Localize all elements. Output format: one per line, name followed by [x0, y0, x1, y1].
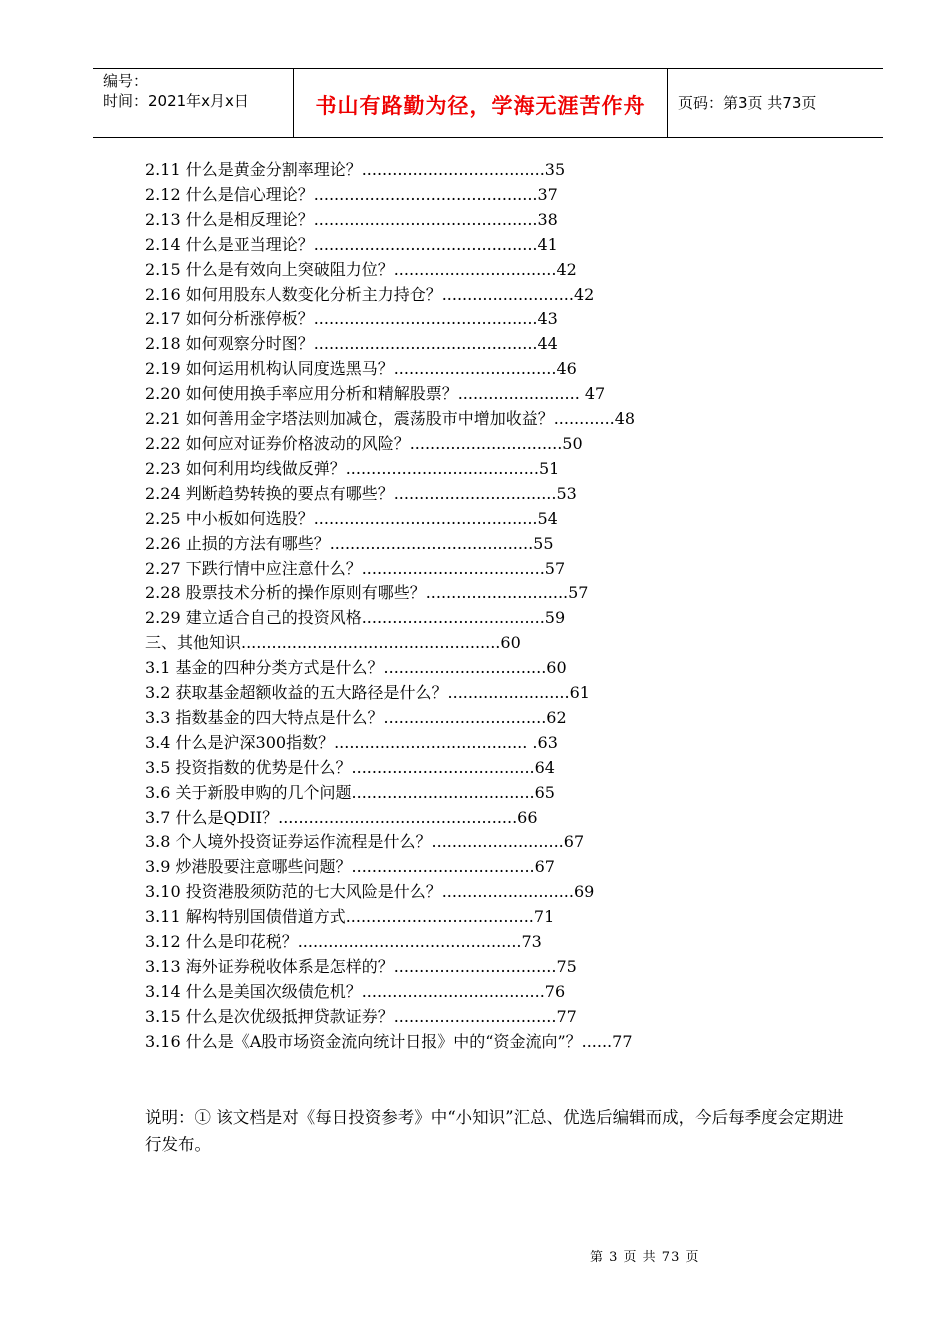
page-footer: 第 3 页 共 73 页 [590, 1250, 700, 1265]
toc-entry[interactable]: 2.17 如何分析涨停板？............................................43 [145, 309, 558, 329]
page-header [93, 68, 883, 138]
toc-entry[interactable]: 3.7 什么是QDII？...............................................66 [145, 807, 538, 827]
document-time-label: 时间：2021年x月x日 [103, 92, 249, 110]
toc-entry[interactable]: 2.15 什么是有效向上突破阻力位？................................42 [145, 259, 577, 279]
header-meta [93, 69, 294, 137]
toc-entry[interactable]: 2.27 下跌行情中应注意什么？....................................57 [145, 558, 566, 578]
document-number-label: 编号： [103, 72, 149, 90]
toc-entry[interactable]: 3.5 投资指数的优势是什么？....................................64 [145, 757, 555, 777]
toc-entry[interactable]: 2.11 什么是黄金分割率理论？....................................35 [145, 160, 566, 179]
document-note: 说明：① 该文档是对《每日投资参考》中“小知识”汇总、优选后编辑而成，今后每季度会定期进行发布。 [145, 1108, 844, 1154]
toc-entry[interactable]: 2.20 如何使用换手率应用分析和精解股票？........................ 47 [145, 384, 606, 404]
toc-entry[interactable]: 3.3 指数基金的四大特点是什么？................................62 [145, 707, 567, 727]
toc-entry[interactable]: 3.14 什么是美国次级债危机？....................................76 [145, 981, 566, 1001]
toc-entry[interactable]: 3.6 关于新股申购的几个问题....................................65 [145, 782, 555, 802]
toc-entry[interactable]: 3.15 什么是次优级抵押贷款证券？................................77 [145, 1006, 577, 1026]
toc-entry[interactable]: 2.25 中小板如何选股？............................................54 [145, 508, 558, 528]
toc-entry[interactable]: 3.8 个人境外投资证券运作流程是什么？..........................67 [145, 832, 585, 852]
toc-entry[interactable]: 2.14 什么是亚当理论？............................................41 [145, 234, 558, 254]
toc-entry[interactable]: 三、其他知识...................................................60 [145, 633, 521, 653]
toc-entry[interactable]: 2.13 什么是相反理论？............................................38 [145, 209, 558, 229]
toc-entry[interactable]: 2.16 如何用股东人数变化分析主力持仓？..........................42 [145, 284, 595, 304]
toc-entry[interactable]: 2.12 什么是信心理论？............................................37 [145, 184, 558, 204]
toc-entry[interactable]: 3.1 基金的四种分类方式是什么？................................60 [145, 658, 567, 678]
toc-entry[interactable]: 2.21 如何善用金字塔法则加减仓，震荡股市中增加收益？............48 [145, 409, 636, 429]
toc-entry[interactable]: 3.4 什么是沪深300指数？...................................... .63 [145, 732, 558, 752]
toc-entry[interactable]: 3.2 获取基金超额收益的五大路径是什么？........................61 [145, 683, 590, 703]
toc-entry[interactable]: 3.13 海外证券税收体系是怎样的？................................75 [145, 957, 577, 976]
toc-entry[interactable]: 3.11 解构特别国债借道方式.....................................71 [145, 907, 555, 927]
toc-entry[interactable]: 2.24 判断趋势转换的要点有哪些？................................53 [145, 483, 577, 503]
toc-entry[interactable]: 2.26 止损的方法有哪些？........................................55 [145, 533, 554, 553]
toc-entry[interactable]: 2.18 如何观察分时图？............................................44 [145, 334, 558, 354]
toc-entry[interactable]: 2.28 股票技术分析的操作原则有哪些？............................57 [145, 583, 589, 603]
header-motto: 书山有路勤为径，学海无涯苦作舟 [294, 69, 668, 137]
toc-entry[interactable]: 2.29 建立适合自己的投资风格....................................59 [145, 608, 566, 628]
toc-entry[interactable]: 3.16 什么是《A股市场资金流向统计日报》中的“资金流向”？......77 [145, 1031, 633, 1051]
toc-entry[interactable]: 2.22 如何应对证券价格波动的风险？..............................50 [145, 433, 583, 453]
header-page-label: 页码：第3页 共73页 [678, 94, 817, 112]
toc-entry[interactable]: 2.23 如何利用均线做反弹？......................................51 [145, 458, 560, 478]
toc-entry[interactable]: 3.12 什么是印花税？............................................73 [145, 932, 542, 952]
table-of-contents [145, 158, 845, 1055]
toc-entry[interactable]: 2.19 如何运用机构认同度选黑马？................................46 [145, 359, 577, 379]
toc-entry[interactable]: 3.9 炒港股要注意哪些问题？....................................67 [145, 857, 555, 877]
toc-entry[interactable]: 3.10 投资港股须防范的七大风险是什么？..........................69 [145, 882, 595, 902]
